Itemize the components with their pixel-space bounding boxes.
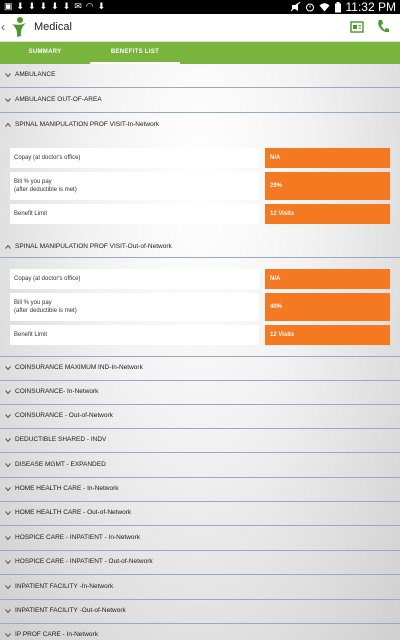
copay-label: Copay (at doctor's office) [10, 148, 259, 168]
benefit-row-ambulance-out-of-area[interactable] [0, 89, 400, 113]
limit-label: Benefit Limit [10, 204, 259, 224]
page-title: Medical [34, 21, 72, 33]
bill-value: 20% [265, 172, 390, 200]
list-item[interactable] [0, 624, 400, 640]
list-item[interactable] [0, 357, 400, 381]
download-icon: ⬇ [28, 1, 36, 11]
benefit-row-label: AMBULANCE [15, 71, 56, 78]
chevron-down-icon [5, 365, 11, 371]
limit-label: Benefit Limit [10, 325, 259, 345]
benefit-row-label: IP PROF CARE - In-Network [15, 631, 98, 638]
list-item[interactable] [0, 502, 400, 526]
notification-icons [4, 1, 105, 12]
list-item[interactable] [0, 576, 400, 600]
list-item[interactable] [0, 600, 400, 624]
benefit-row-label: HOSPICE CARE - INPATIENT - In-Network [15, 534, 140, 541]
benefit-row-label: HOSPICE CARE - INPATIENT - Out-of-Network [15, 558, 153, 565]
bill-label-line-2: (after deductible is met) [14, 308, 77, 314]
bill-label-line-1: Bill % you pay [14, 179, 52, 185]
chevron-down-icon [5, 510, 11, 516]
chevron-down-icon [5, 584, 11, 590]
benefit-row-label: INPATIENT FACILITY -Out-of-Network [15, 607, 126, 614]
chevron-down-icon [5, 389, 11, 395]
list-item[interactable] [0, 527, 400, 551]
limit-value: 12 Visits [265, 325, 390, 345]
limit-value: 12 Visits [265, 204, 390, 224]
benefits-list[interactable] [0, 64, 400, 640]
benefit-detail-spinal-out [0, 236, 400, 357]
copay-label: Copay (at doctor's office) [10, 269, 259, 289]
list-item[interactable] [0, 454, 400, 478]
app-logo-icon[interactable] [8, 16, 30, 40]
chevron-down-icon [5, 486, 11, 492]
image-icon: ▣ [4, 1, 13, 11]
benefit-row-label: COINSURANCE- In-Network [15, 388, 99, 395]
phone-icon[interactable] [376, 19, 390, 35]
bill-label [10, 293, 259, 321]
chevron-down-icon [5, 72, 11, 78]
copay-value: N/A [265, 269, 390, 289]
tab-summary[interactable] [0, 42, 90, 64]
app-bar [0, 14, 400, 42]
benefit-row-label: INPATIENT FACILITY -In-Network [15, 583, 114, 590]
list-item[interactable] [0, 551, 400, 575]
download-icon: ⬇ [39, 1, 48, 11]
id-card-icon[interactable] [350, 20, 364, 34]
benefit-row-label: SPINAL MANIPULATION PROF VISIT-Out-of-Network [15, 243, 172, 250]
alarm-icon [305, 2, 315, 12]
status-bar [0, 0, 400, 14]
download-icon: ⬇ [16, 1, 25, 11]
chevron-down-icon [5, 535, 11, 541]
benefit-row-ambulance[interactable] [0, 64, 400, 88]
wifi-signal-icon [319, 2, 330, 12]
copay-value: N/A [265, 148, 390, 168]
chevron-down-icon [5, 437, 11, 443]
benefit-row-label: DEDUCTIBLE SHARED - INDV [15, 436, 107, 443]
benefit-row-label: AMBULANCE OUT-OF-AREA [15, 96, 102, 103]
benefit-row-label: COINSURANCE - Out-of-Network [15, 412, 113, 419]
mail-icon: ✉ [74, 1, 82, 11]
list-item[interactable] [0, 381, 400, 405]
bill-label-line-1: Bill % you pay [14, 300, 52, 306]
chevron-down-icon [5, 97, 11, 103]
benefit-row-label: DISEASE MGMT - EXPANDED [15, 461, 106, 468]
chevron-down-icon [5, 462, 11, 468]
tab-bar [0, 42, 400, 64]
bill-label [10, 172, 259, 200]
benefit-row-label: SPINAL MANIPULATION PROF VISIT-In-Network [15, 121, 160, 128]
list-item[interactable] [0, 429, 400, 453]
benefit-row-label: HOME HEALTH CARE - Out-of-Network [15, 509, 132, 516]
tab-summary-label: SUMMARY [28, 49, 62, 55]
chevron-down-icon [5, 632, 11, 638]
download-icon: ⬇ [62, 1, 71, 11]
download-icon: ⬇ [97, 1, 106, 11]
list-item[interactable] [0, 405, 400, 429]
tab-benefits-list-label: BENEFITS LIST [110, 49, 160, 55]
tab-benefits-list[interactable] [90, 42, 180, 64]
chevron-down-icon [5, 413, 11, 419]
wifi-icon: ◠ [85, 1, 94, 11]
bill-label-line-2: (after deductible is met) [14, 187, 77, 193]
download-icon: ⬇ [51, 1, 59, 11]
bill-value: 40% [265, 293, 390, 321]
clock: 11:32 PM [345, 0, 396, 14]
mute-icon [291, 2, 301, 12]
battery-icon [334, 2, 342, 13]
benefit-row-label: HOME HEALTH CARE - In-Network [15, 485, 119, 492]
chevron-down-icon [5, 559, 11, 565]
chevron-down-icon [5, 608, 11, 614]
back-chevron-icon[interactable]: ‹ [1, 20, 5, 34]
list-item[interactable] [0, 478, 400, 502]
benefit-row-label: COINSURANCE MAXIMUM IND-In-Network [15, 364, 143, 371]
